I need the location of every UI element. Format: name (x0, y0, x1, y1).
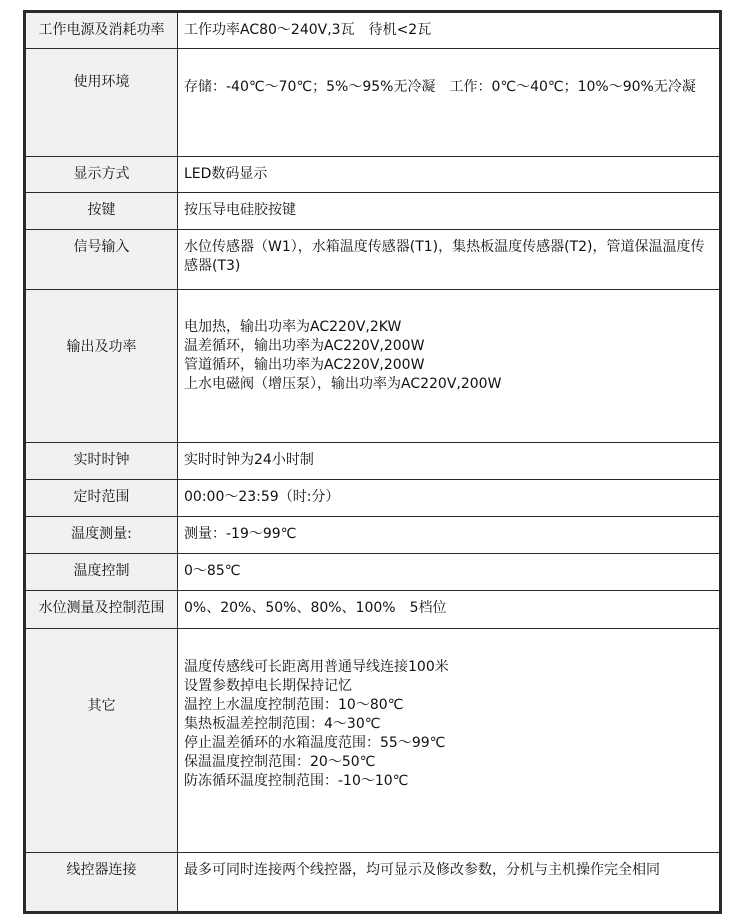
row-label (25, 517, 178, 554)
row-value (178, 49, 721, 157)
row-label (25, 193, 178, 230)
value-line: 最多可同时连接两个线控器，均可显示及修改参数，分机与主机操作完全相同 (184, 862, 660, 878)
row-value (178, 554, 721, 591)
row-label-text: 显示方式 (73, 166, 130, 182)
table-row (25, 517, 721, 554)
table-row (25, 157, 721, 193)
row-label (25, 290, 178, 443)
row-label (25, 554, 178, 591)
value-line: 温差循环，输出功率为AC220V,200W (184, 338, 425, 354)
row-label (25, 49, 178, 157)
value-line: 集热板温差控制范围：4～30℃ (184, 716, 381, 732)
row-value (178, 629, 721, 853)
value-line: 实时时钟为24小时制 (184, 452, 314, 468)
value-line: LED数码显示 (184, 166, 268, 182)
row-value (178, 853, 721, 913)
value-line: 温度传感线可长距离用普通导线连接100米 (184, 659, 449, 675)
value-line: 工作功率AC80～240V,3瓦 待机<2瓦 (184, 22, 432, 38)
value-line: 水位传感器（W1），水箱温度传感器(T1)，集热板温度传感器(T2)，管道保温温度传感器(T3) (184, 239, 705, 274)
table-row (25, 629, 721, 853)
row-label-text: 定时范围 (73, 489, 130, 505)
row-label-text: 信号输入 (73, 239, 130, 255)
row-value (178, 157, 721, 193)
row-label (25, 443, 178, 480)
row-label-text: 按键 (87, 202, 116, 218)
table-row (25, 480, 721, 517)
value-line: 管道循环，输出功率为AC220V,200W (184, 357, 425, 373)
table-row (25, 853, 721, 913)
value-line: 测量：-19～99℃ (184, 526, 297, 542)
row-label (25, 230, 178, 290)
row-label (25, 591, 178, 629)
row-label-text: 线控器连接 (66, 862, 137, 878)
value-line: 0～85℃ (184, 563, 241, 579)
table-row (25, 49, 721, 157)
value-line: 停止温差循环的水箱温度范围：55～99℃ (184, 735, 446, 751)
row-label (25, 853, 178, 913)
value-line: 上水电磁阀（增压泵），输出功率为AC220V,200W (184, 376, 502, 392)
table-row (25, 230, 721, 290)
value-line: 00:00～23:59（时:分） (184, 489, 340, 505)
row-value (178, 290, 721, 443)
table-row (25, 12, 721, 49)
spec-table (23, 10, 722, 914)
value-line: 设置参数掉电长期保持记忆 (184, 678, 352, 694)
value-line: 存储：-40℃～70℃；5%～95%无冷凝 工作：0℃～40℃；10%～90%无冷凝 (184, 79, 696, 95)
row-label-text: 使用环境 (73, 74, 130, 90)
table-row (25, 443, 721, 480)
row-label (25, 629, 178, 853)
value-line: 电加热，输出功率为AC220V,2KW (184, 319, 402, 335)
row-value (178, 480, 721, 517)
row-value (178, 12, 721, 49)
row-label (25, 157, 178, 193)
table-row (25, 193, 721, 230)
row-label (25, 480, 178, 517)
value-line: 0%、20%、50%、80%、100% 5档位 (184, 600, 447, 616)
row-label-text: 水位测量及控制范围 (38, 600, 165, 616)
row-label-text: 实时时钟 (73, 452, 130, 468)
row-label-text: 温度测量: (71, 526, 132, 542)
row-label-text: 温度控制 (73, 563, 130, 579)
value-line: 防冻循环温度控制范围：-10～10℃ (184, 773, 409, 789)
row-value (178, 591, 721, 629)
value-line: 保温温度控制范围：20～50℃ (184, 754, 376, 770)
row-label-text: 工作电源及消耗功率 (38, 22, 165, 38)
table-row (25, 591, 721, 629)
table-row (25, 290, 721, 443)
row-label (25, 12, 178, 49)
row-value (178, 443, 721, 480)
row-label-text: 其它 (87, 698, 116, 714)
row-value (178, 517, 721, 554)
row-label-text: 输出及功率 (66, 339, 137, 355)
value-line: 按压导电硅胶按键 (184, 202, 296, 218)
value-line: 温控上水温度控制范围：10～80℃ (184, 697, 404, 713)
table-row (25, 554, 721, 591)
row-value (178, 230, 721, 290)
row-value (178, 193, 721, 230)
